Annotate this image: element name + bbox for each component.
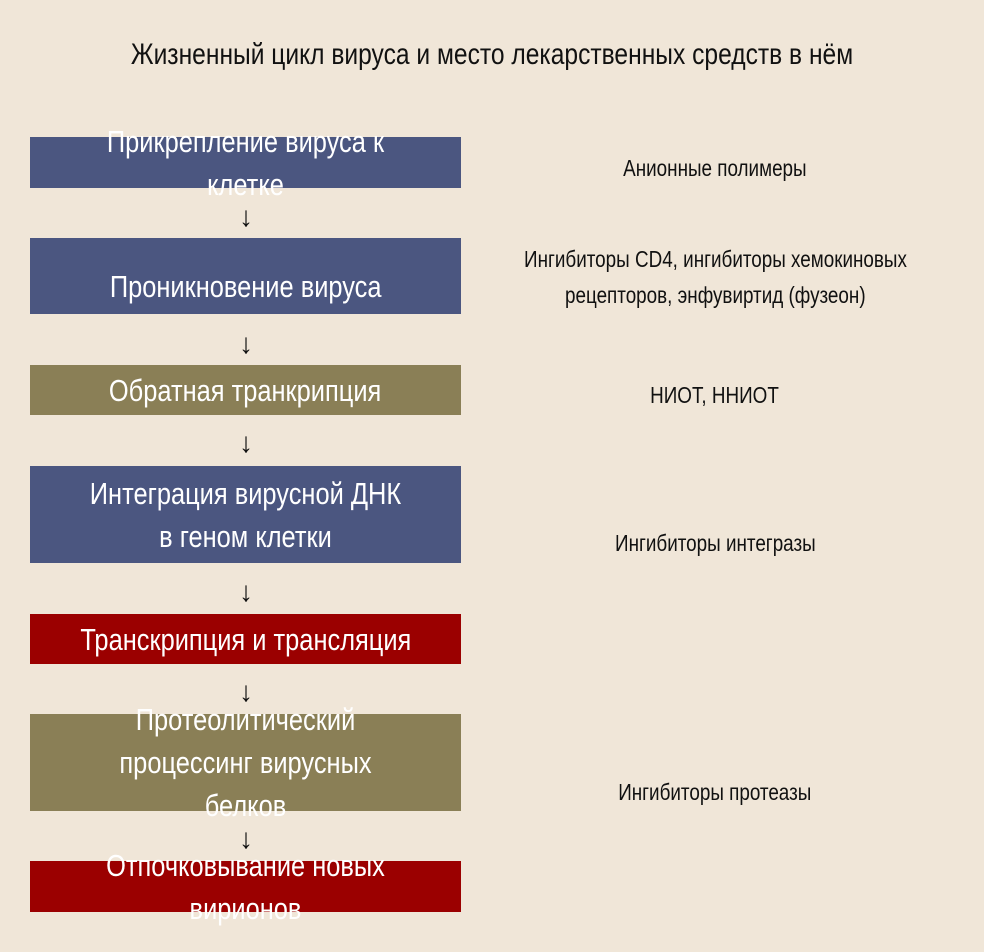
step-proteolytic-processing-label: Протеолитический процессинг вирусных белков — [119, 702, 372, 823]
step-reverse-transcription-label: Обратная транкрипция — [109, 372, 382, 408]
arrow-down-icon: ↓ — [239, 823, 253, 854]
drug-entry-inhibitors-line2: рецепторов, энфувиртид (фузеон) — [564, 282, 866, 308]
drug-protease-inhibitors-text: Ингибиторы протеазы — [618, 779, 812, 805]
drug-integrase-inhibitors — [470, 525, 960, 561]
step-integration-label: Интеграция вирусной ДНК в геном клетки — [89, 475, 402, 554]
arrow-down-icon: ↓ — [239, 427, 253, 458]
step-penetration-label: Проникновение вируса — [109, 269, 382, 304]
drug-entry-inhibitors — [470, 241, 960, 313]
arrow-down-icon: ↓ — [239, 328, 253, 359]
drug-entry-inhibitors-line1: Ингибиторы CD4, ингибиторы хемокиновых — [523, 246, 907, 272]
drug-protease-inhibitors — [470, 774, 960, 810]
drug-nrti-nnrti — [470, 377, 960, 413]
step-penetration — [30, 238, 461, 314]
arrow-down-icon: ↓ — [239, 201, 253, 232]
arrow-down-icon: ↓ — [239, 576, 253, 607]
arrow-down-icon: ↓ — [239, 676, 253, 707]
step-budding-label: Отпочковывание новых вирионов — [106, 847, 385, 926]
step-proteolytic-processing — [30, 702, 461, 823]
drug-integrase-inhibitors-text: Ингибиторы интегразы — [614, 530, 816, 556]
diagram-title: Жизненный цикл вируса и место лекарственных средств в нём — [130, 38, 854, 71]
step-integration — [30, 466, 461, 563]
drug-nrti-nnrti-text: НИОТ, ННИОТ — [650, 382, 780, 408]
drug-anionic-polymers — [470, 150, 960, 186]
step-transcription-translation-label: Транскрипция и трансляция — [79, 621, 411, 657]
step-attachment — [30, 123, 461, 202]
step-reverse-transcription — [30, 365, 461, 415]
step-transcription-translation — [30, 614, 461, 664]
step-budding — [30, 847, 461, 926]
step-attachment-label: Прикрепление вируса к клетке — [106, 123, 385, 202]
drug-anionic-polymers-text: Анионные полимеры — [623, 155, 807, 181]
